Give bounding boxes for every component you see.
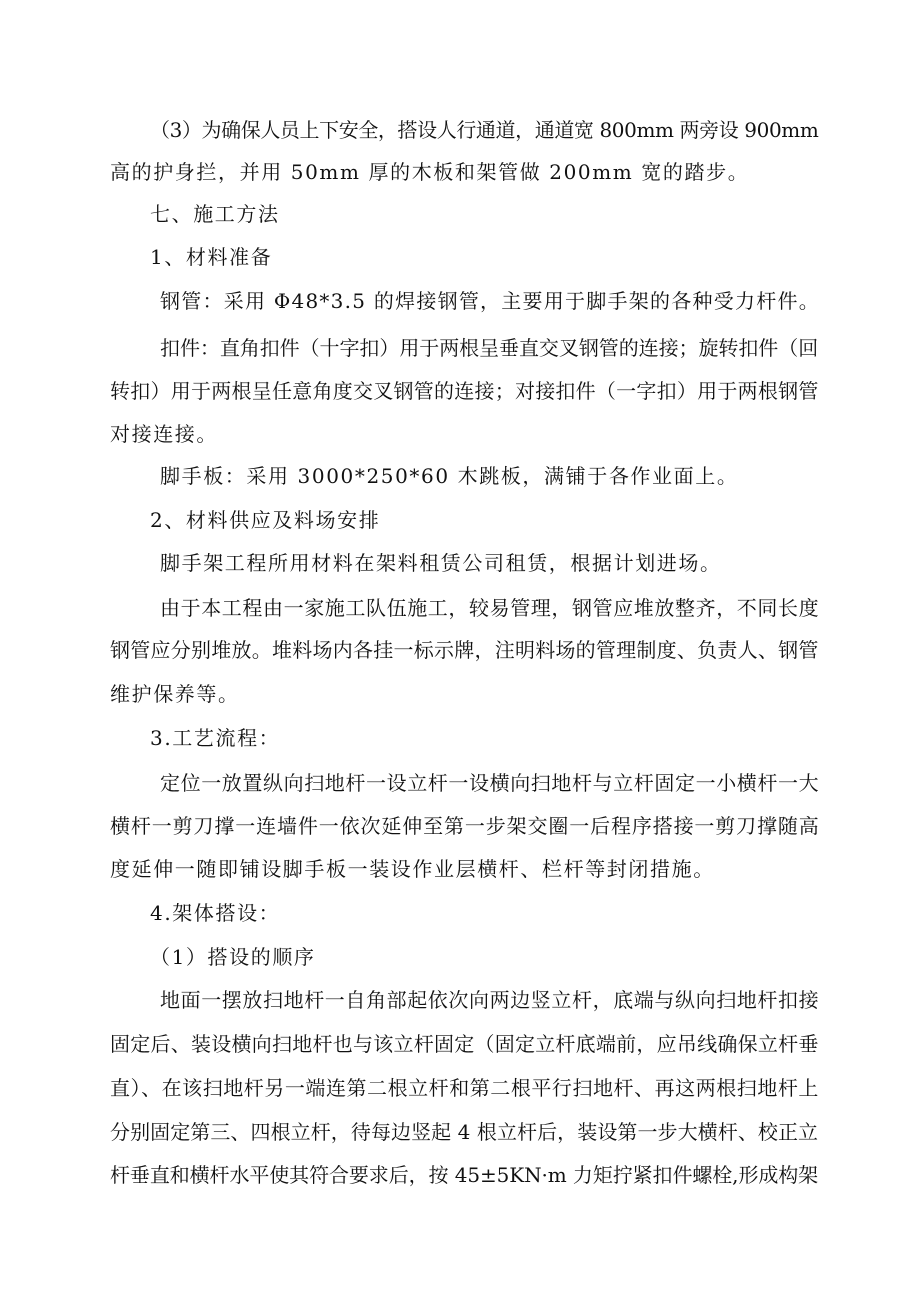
paragraph-line: 杆垂直和横杆水平使其符合要求后，按 45±5KN·m 力矩拧紧扣件螺栓,形成构架 — [110, 1163, 819, 1187]
paragraph-line: 度延伸一随即铺设脚手板一装设作业层横杆、栏杆等封闭措施。 — [110, 857, 715, 881]
subsection-heading: 3.工艺流程： — [150, 726, 281, 750]
subsection-heading: 4.架体搭设： — [150, 901, 281, 925]
paragraph-line: 脚手架工程所用材料在架料租赁公司租赁，根据计划进场。 — [160, 551, 722, 575]
paragraph-line: 定位一放置纵向扫地杆一设立杆一设横向扫地杆与立杆固定一小横杆一大 — [160, 771, 820, 795]
paragraph-line: 扣件：直角扣件（十字扣）用于两根呈垂直交叉钢管的连接；旋转扣件（回 — [160, 336, 819, 360]
paragraph-line: 由于本工程由一家施工队伍施工，较易管理，钢管应堆放整齐，不同长度 — [160, 596, 820, 620]
paragraph-line: 分别固定第三、四根立杆，待每边竖起 4 根立杆后，装设第一步大横杆、校正立 — [110, 1120, 819, 1144]
subsection-heading: 2、材料供应及料场安排 — [150, 508, 381, 532]
paragraph-line: 钢管：采用 Φ48*3.5 的焊接钢管，主要用于脚手架的各种受力杆件。 — [160, 289, 821, 313]
paragraph-line: 横杆一剪刀撑一连墙件一依次延伸至第一步架交圈一后程序搭接一剪刀撑随高 — [110, 814, 820, 838]
paragraph-line: 钢管应分别堆放。堆料场内各挂一标示牌，注明料场的管理制度、负责人、钢管 — [110, 638, 819, 662]
paragraph-line: 高的护身拦，并用 50mm 厚的木板和架管做 200mm 宽的踏步。 — [110, 160, 750, 184]
section-heading: 七、施工方法 — [150, 202, 280, 226]
paragraph-line: 转扣）用于两根呈任意角度交叉钢管的连接；对接扣件（一字扣）用于两根钢管 — [110, 379, 819, 403]
paragraph-line: 固定后、装设横向扫地杆也与该立杆固定（固定立杆底端前，应吊线确保立杆垂 — [110, 1032, 819, 1056]
paragraph-line: （3）为确保人员上下安全，搭设人行通道，通道宽 800mm 两旁设 900mm — [150, 118, 819, 142]
paragraph-line: 对接连接。 — [110, 422, 218, 446]
paragraph-line: 维护保养等。 — [110, 682, 240, 706]
subsection-heading: 1、材料准备 — [150, 245, 273, 269]
subsection-heading: （1）搭设的顺序 — [150, 945, 316, 969]
paragraph-line: 脚手板：采用 3000*250*60 木跳板，满铺于各作业面上。 — [160, 464, 739, 488]
paragraph-line: 直）、在该扫地杆另一端连第二根立杆和第二根平行扫地杆、再这两根扫地杆上 — [110, 1076, 819, 1100]
paragraph-line: 地面一摆放扫地杆一自角部起依次向两边竖立杆，底端与纵向扫地杆扣接 — [160, 988, 820, 1012]
